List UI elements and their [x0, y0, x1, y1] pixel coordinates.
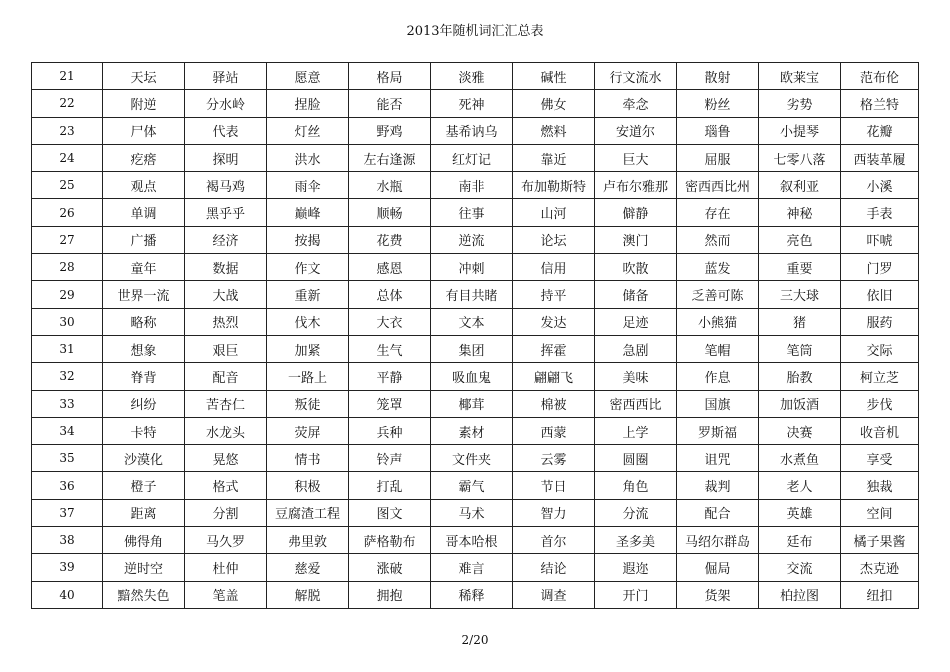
- word-cell: 豆腐渣工程: [267, 499, 349, 526]
- table-row: [32, 472, 919, 499]
- word-cell: 柯立芝: [841, 363, 919, 390]
- word-cell: 吓唬: [841, 226, 919, 253]
- word-cell: 足迹: [595, 308, 677, 335]
- word-cell: 佛得角: [103, 527, 185, 554]
- word-cell: 马久罗: [185, 527, 267, 554]
- row-number: 24: [32, 144, 103, 171]
- word-cell: 霸气: [431, 472, 513, 499]
- word-cell: 单调: [103, 199, 185, 226]
- word-cell: 椰茸: [431, 390, 513, 417]
- table-row: [32, 554, 919, 581]
- word-cell: 加饭酒: [759, 390, 841, 417]
- word-cell: 蓝发: [677, 254, 759, 281]
- word-cell: 笔帽: [677, 335, 759, 362]
- word-cell: 感恩: [349, 254, 431, 281]
- word-cell: 三大球: [759, 281, 841, 308]
- word-cell: 发达: [513, 308, 595, 335]
- word-cell: 基希讷乌: [431, 117, 513, 144]
- word-cell: 决赛: [759, 417, 841, 444]
- word-cell: 圣多美: [595, 527, 677, 554]
- word-cell: 收音机: [841, 417, 919, 444]
- word-cell: 总体: [349, 281, 431, 308]
- word-cell: 野鸡: [349, 117, 431, 144]
- word-cell: 卡特: [103, 417, 185, 444]
- word-cell: 雨伞: [267, 172, 349, 199]
- word-cell: 花费: [349, 226, 431, 253]
- table-row: [32, 581, 919, 608]
- word-cell: 荧屏: [267, 417, 349, 444]
- word-cell: 角色: [595, 472, 677, 499]
- word-cell: 裁判: [677, 472, 759, 499]
- word-cell: 瑙鲁: [677, 117, 759, 144]
- word-cell: 愿意: [267, 63, 349, 90]
- word-cell: 门罗: [841, 254, 919, 281]
- table-row: [32, 390, 919, 417]
- word-cell: 铃声: [349, 445, 431, 472]
- word-cell: 杰克逊: [841, 554, 919, 581]
- word-cell: 靠近: [513, 144, 595, 171]
- word-cell: 智力: [513, 499, 595, 526]
- word-cell: 萨格勒布: [349, 527, 431, 554]
- word-cell: 数据: [185, 254, 267, 281]
- word-cell: 英雄: [759, 499, 841, 526]
- vocabulary-table: [31, 62, 919, 609]
- word-cell: 童年: [103, 254, 185, 281]
- word-cell: 按揭: [267, 226, 349, 253]
- word-cell: 水龙头: [185, 417, 267, 444]
- word-cell: 行文流水: [595, 63, 677, 90]
- word-cell: 结论: [513, 554, 595, 581]
- word-cell: 美味: [595, 363, 677, 390]
- word-cell: 广播: [103, 226, 185, 253]
- word-cell: 探明: [185, 144, 267, 171]
- word-cell: 挥霍: [513, 335, 595, 362]
- word-cell: 七零八落: [759, 144, 841, 171]
- page-title: 2013年随机词汇汇总表: [406, 24, 544, 39]
- word-cell: 圆圈: [595, 445, 677, 472]
- word-cell: 空间: [841, 499, 919, 526]
- table-row: [32, 63, 919, 90]
- word-cell: 西装革履: [841, 144, 919, 171]
- table-row: [32, 117, 919, 144]
- word-cell: 布加勒斯特: [513, 172, 595, 199]
- word-cell: 想象: [103, 335, 185, 362]
- word-cell: 红灯记: [431, 144, 513, 171]
- word-cell: 水瓶: [349, 172, 431, 199]
- word-cell: 小溪: [841, 172, 919, 199]
- word-cell: 卢布尔雅那: [595, 172, 677, 199]
- word-cell: 有目共睹: [431, 281, 513, 308]
- word-cell: 马绍尔群岛: [677, 527, 759, 554]
- word-cell: 驿站: [185, 63, 267, 90]
- word-cell: 西蒙: [513, 417, 595, 444]
- word-cell: 分流: [595, 499, 677, 526]
- word-cell: 文件夹: [431, 445, 513, 472]
- table-row: [32, 254, 919, 281]
- word-cell: 顺畅: [349, 199, 431, 226]
- row-number: 27: [32, 226, 103, 253]
- word-cell: 弗里敦: [267, 527, 349, 554]
- word-cell: 观点: [103, 172, 185, 199]
- word-cell: 巅峰: [267, 199, 349, 226]
- word-cell: 享受: [841, 445, 919, 472]
- word-cell: 配合: [677, 499, 759, 526]
- word-cell: 笔筒: [759, 335, 841, 362]
- word-cell: 拥抱: [349, 581, 431, 608]
- word-cell: 储备: [595, 281, 677, 308]
- word-cell: 牵念: [595, 90, 677, 117]
- word-cell: 伐木: [267, 308, 349, 335]
- word-cell: 步伐: [841, 390, 919, 417]
- word-cell: 素材: [431, 417, 513, 444]
- row-number: 34: [32, 417, 103, 444]
- word-cell: 屈服: [677, 144, 759, 171]
- word-cell: 左右逢源: [349, 144, 431, 171]
- word-cell: 捏脸: [267, 90, 349, 117]
- word-cell: 欧莱宝: [759, 63, 841, 90]
- word-cell: 往事: [431, 199, 513, 226]
- word-cell: 国旗: [677, 390, 759, 417]
- word-cell: 存在: [677, 199, 759, 226]
- word-cell: 叛徒: [267, 390, 349, 417]
- word-cell: 能否: [349, 90, 431, 117]
- word-cell: 散射: [677, 63, 759, 90]
- word-cell: 范布伦: [841, 63, 919, 90]
- word-cell: 佛女: [513, 90, 595, 117]
- row-number: 29: [32, 281, 103, 308]
- word-cell: 小熊猫: [677, 308, 759, 335]
- word-cell: 僻静: [595, 199, 677, 226]
- word-cell: 棉被: [513, 390, 595, 417]
- word-cell: 灯丝: [267, 117, 349, 144]
- word-cell: 罗斯福: [677, 417, 759, 444]
- word-cell: 逆流: [431, 226, 513, 253]
- word-cell: 作息: [677, 363, 759, 390]
- row-number: 22: [32, 90, 103, 117]
- word-cell: 距离: [103, 499, 185, 526]
- word-cell: 云雾: [513, 445, 595, 472]
- word-cell: 小提琴: [759, 117, 841, 144]
- word-cell: 花瓣: [841, 117, 919, 144]
- row-number: 25: [32, 172, 103, 199]
- page-number: 2/20: [461, 633, 489, 647]
- word-cell: 马术: [431, 499, 513, 526]
- row-number: 38: [32, 527, 103, 554]
- word-cell: 燃料: [513, 117, 595, 144]
- word-cell: 首尔: [513, 527, 595, 554]
- word-cell: 尸体: [103, 117, 185, 144]
- word-cell: 积极: [267, 472, 349, 499]
- word-cell: 神秘: [759, 199, 841, 226]
- row-number: 37: [32, 499, 103, 526]
- word-cell: 格兰特: [841, 90, 919, 117]
- word-cell: 胎教: [759, 363, 841, 390]
- word-cell: 诅咒: [677, 445, 759, 472]
- row-number: 32: [32, 363, 103, 390]
- word-cell: 遐迩: [595, 554, 677, 581]
- word-cell: 涨破: [349, 554, 431, 581]
- word-cell: 吸血鬼: [431, 363, 513, 390]
- word-cell: 水煮鱼: [759, 445, 841, 472]
- row-number: 31: [32, 335, 103, 362]
- word-cell: 杜仲: [185, 554, 267, 581]
- word-cell: 猪: [759, 308, 841, 335]
- word-cell: 急剧: [595, 335, 677, 362]
- word-cell: 格式: [185, 472, 267, 499]
- word-cell: 山河: [513, 199, 595, 226]
- table-body: [32, 63, 919, 609]
- word-cell: 分割: [185, 499, 267, 526]
- word-cell: 橘子果酱: [841, 527, 919, 554]
- table-row: [32, 363, 919, 390]
- table-row: [32, 499, 919, 526]
- word-cell: 独裁: [841, 472, 919, 499]
- word-cell: 解脱: [267, 581, 349, 608]
- word-cell: 劣势: [759, 90, 841, 117]
- word-cell: 上学: [595, 417, 677, 444]
- table-row: [32, 226, 919, 253]
- word-cell: 兵种: [349, 417, 431, 444]
- word-cell: 依旧: [841, 281, 919, 308]
- word-cell: 文本: [431, 308, 513, 335]
- word-cell: 洪水: [267, 144, 349, 171]
- word-cell: 打乱: [349, 472, 431, 499]
- word-cell: 生气: [349, 335, 431, 362]
- table-row: [32, 281, 919, 308]
- word-cell: 持平: [513, 281, 595, 308]
- word-cell: 难言: [431, 554, 513, 581]
- row-number: 36: [32, 472, 103, 499]
- word-cell: 碱性: [513, 63, 595, 90]
- word-cell: 冲刺: [431, 254, 513, 281]
- word-cell: 重要: [759, 254, 841, 281]
- word-cell: 开门: [595, 581, 677, 608]
- word-cell: 苦杏仁: [185, 390, 267, 417]
- word-cell: 褐马鸡: [185, 172, 267, 199]
- word-cell: 论坛: [513, 226, 595, 253]
- word-cell: 加紧: [267, 335, 349, 362]
- word-cell: 艰巨: [185, 335, 267, 362]
- row-number: 21: [32, 63, 103, 90]
- word-cell: 南非: [431, 172, 513, 199]
- word-cell: 橙子: [103, 472, 185, 499]
- word-cell: 天坛: [103, 63, 185, 90]
- word-cell: 逆时空: [103, 554, 185, 581]
- word-cell: 重新: [267, 281, 349, 308]
- word-cell: 交流: [759, 554, 841, 581]
- word-cell: 附逆: [103, 90, 185, 117]
- word-cell: 翩翩飞: [513, 363, 595, 390]
- word-cell: 一路上: [267, 363, 349, 390]
- word-cell: 柏拉图: [759, 581, 841, 608]
- word-cell: 配音: [185, 363, 267, 390]
- table-row: [32, 199, 919, 226]
- word-cell: 吹散: [595, 254, 677, 281]
- row-number: 28: [32, 254, 103, 281]
- word-cell: 然而: [677, 226, 759, 253]
- table-row: [32, 172, 919, 199]
- word-cell: 节日: [513, 472, 595, 499]
- table-row: [32, 335, 919, 362]
- word-cell: 老人: [759, 472, 841, 499]
- word-cell: 作文: [267, 254, 349, 281]
- word-cell: 世界一流: [103, 281, 185, 308]
- word-cell: 倔局: [677, 554, 759, 581]
- word-cell: 货架: [677, 581, 759, 608]
- word-cell: 大战: [185, 281, 267, 308]
- table-row: [32, 144, 919, 171]
- table-row: [32, 527, 919, 554]
- word-cell: 沙漠化: [103, 445, 185, 472]
- word-cell: 笔盖: [185, 581, 267, 608]
- row-number: 33: [32, 390, 103, 417]
- word-cell: 纽扣: [841, 581, 919, 608]
- table-row: [32, 417, 919, 444]
- word-cell: 信用: [513, 254, 595, 281]
- word-cell: 服药: [841, 308, 919, 335]
- table-row: [32, 90, 919, 117]
- word-cell: 热烈: [185, 308, 267, 335]
- word-cell: 代表: [185, 117, 267, 144]
- word-cell: 廷布: [759, 527, 841, 554]
- word-cell: 图文: [349, 499, 431, 526]
- word-cell: 乏善可陈: [677, 281, 759, 308]
- word-cell: 巨大: [595, 144, 677, 171]
- word-cell: 淡雅: [431, 63, 513, 90]
- word-cell: 情书: [267, 445, 349, 472]
- word-cell: 集团: [431, 335, 513, 362]
- word-cell: 调查: [513, 581, 595, 608]
- row-number: 23: [32, 117, 103, 144]
- word-cell: 手表: [841, 199, 919, 226]
- word-cell: 粉丝: [677, 90, 759, 117]
- word-cell: 慈爱: [267, 554, 349, 581]
- word-cell: 格局: [349, 63, 431, 90]
- table-row: [32, 308, 919, 335]
- word-cell: 亮色: [759, 226, 841, 253]
- word-cell: 黑乎乎: [185, 199, 267, 226]
- word-cell: 略称: [103, 308, 185, 335]
- row-number: 26: [32, 199, 103, 226]
- word-cell: 疙瘩: [103, 144, 185, 171]
- word-cell: 安道尔: [595, 117, 677, 144]
- word-cell: 稀释: [431, 581, 513, 608]
- row-number: 35: [32, 445, 103, 472]
- word-cell: 纠纷: [103, 390, 185, 417]
- word-cell: 笼罩: [349, 390, 431, 417]
- row-number: 39: [32, 554, 103, 581]
- word-cell: 晃悠: [185, 445, 267, 472]
- word-cell: 密西西比: [595, 390, 677, 417]
- table-row: [32, 445, 919, 472]
- word-cell: 脊背: [103, 363, 185, 390]
- word-cell: 分水岭: [185, 90, 267, 117]
- word-cell: 交际: [841, 335, 919, 362]
- word-cell: 死神: [431, 90, 513, 117]
- word-cell: 经济: [185, 226, 267, 253]
- word-cell: 大衣: [349, 308, 431, 335]
- word-cell: 密西西比州: [677, 172, 759, 199]
- word-cell: 澳门: [595, 226, 677, 253]
- word-cell: 哥本哈根: [431, 527, 513, 554]
- row-number: 40: [32, 581, 103, 608]
- word-cell: 平静: [349, 363, 431, 390]
- row-number: 30: [32, 308, 103, 335]
- word-cell: 叙利亚: [759, 172, 841, 199]
- word-cell: 黯然失色: [103, 581, 185, 608]
